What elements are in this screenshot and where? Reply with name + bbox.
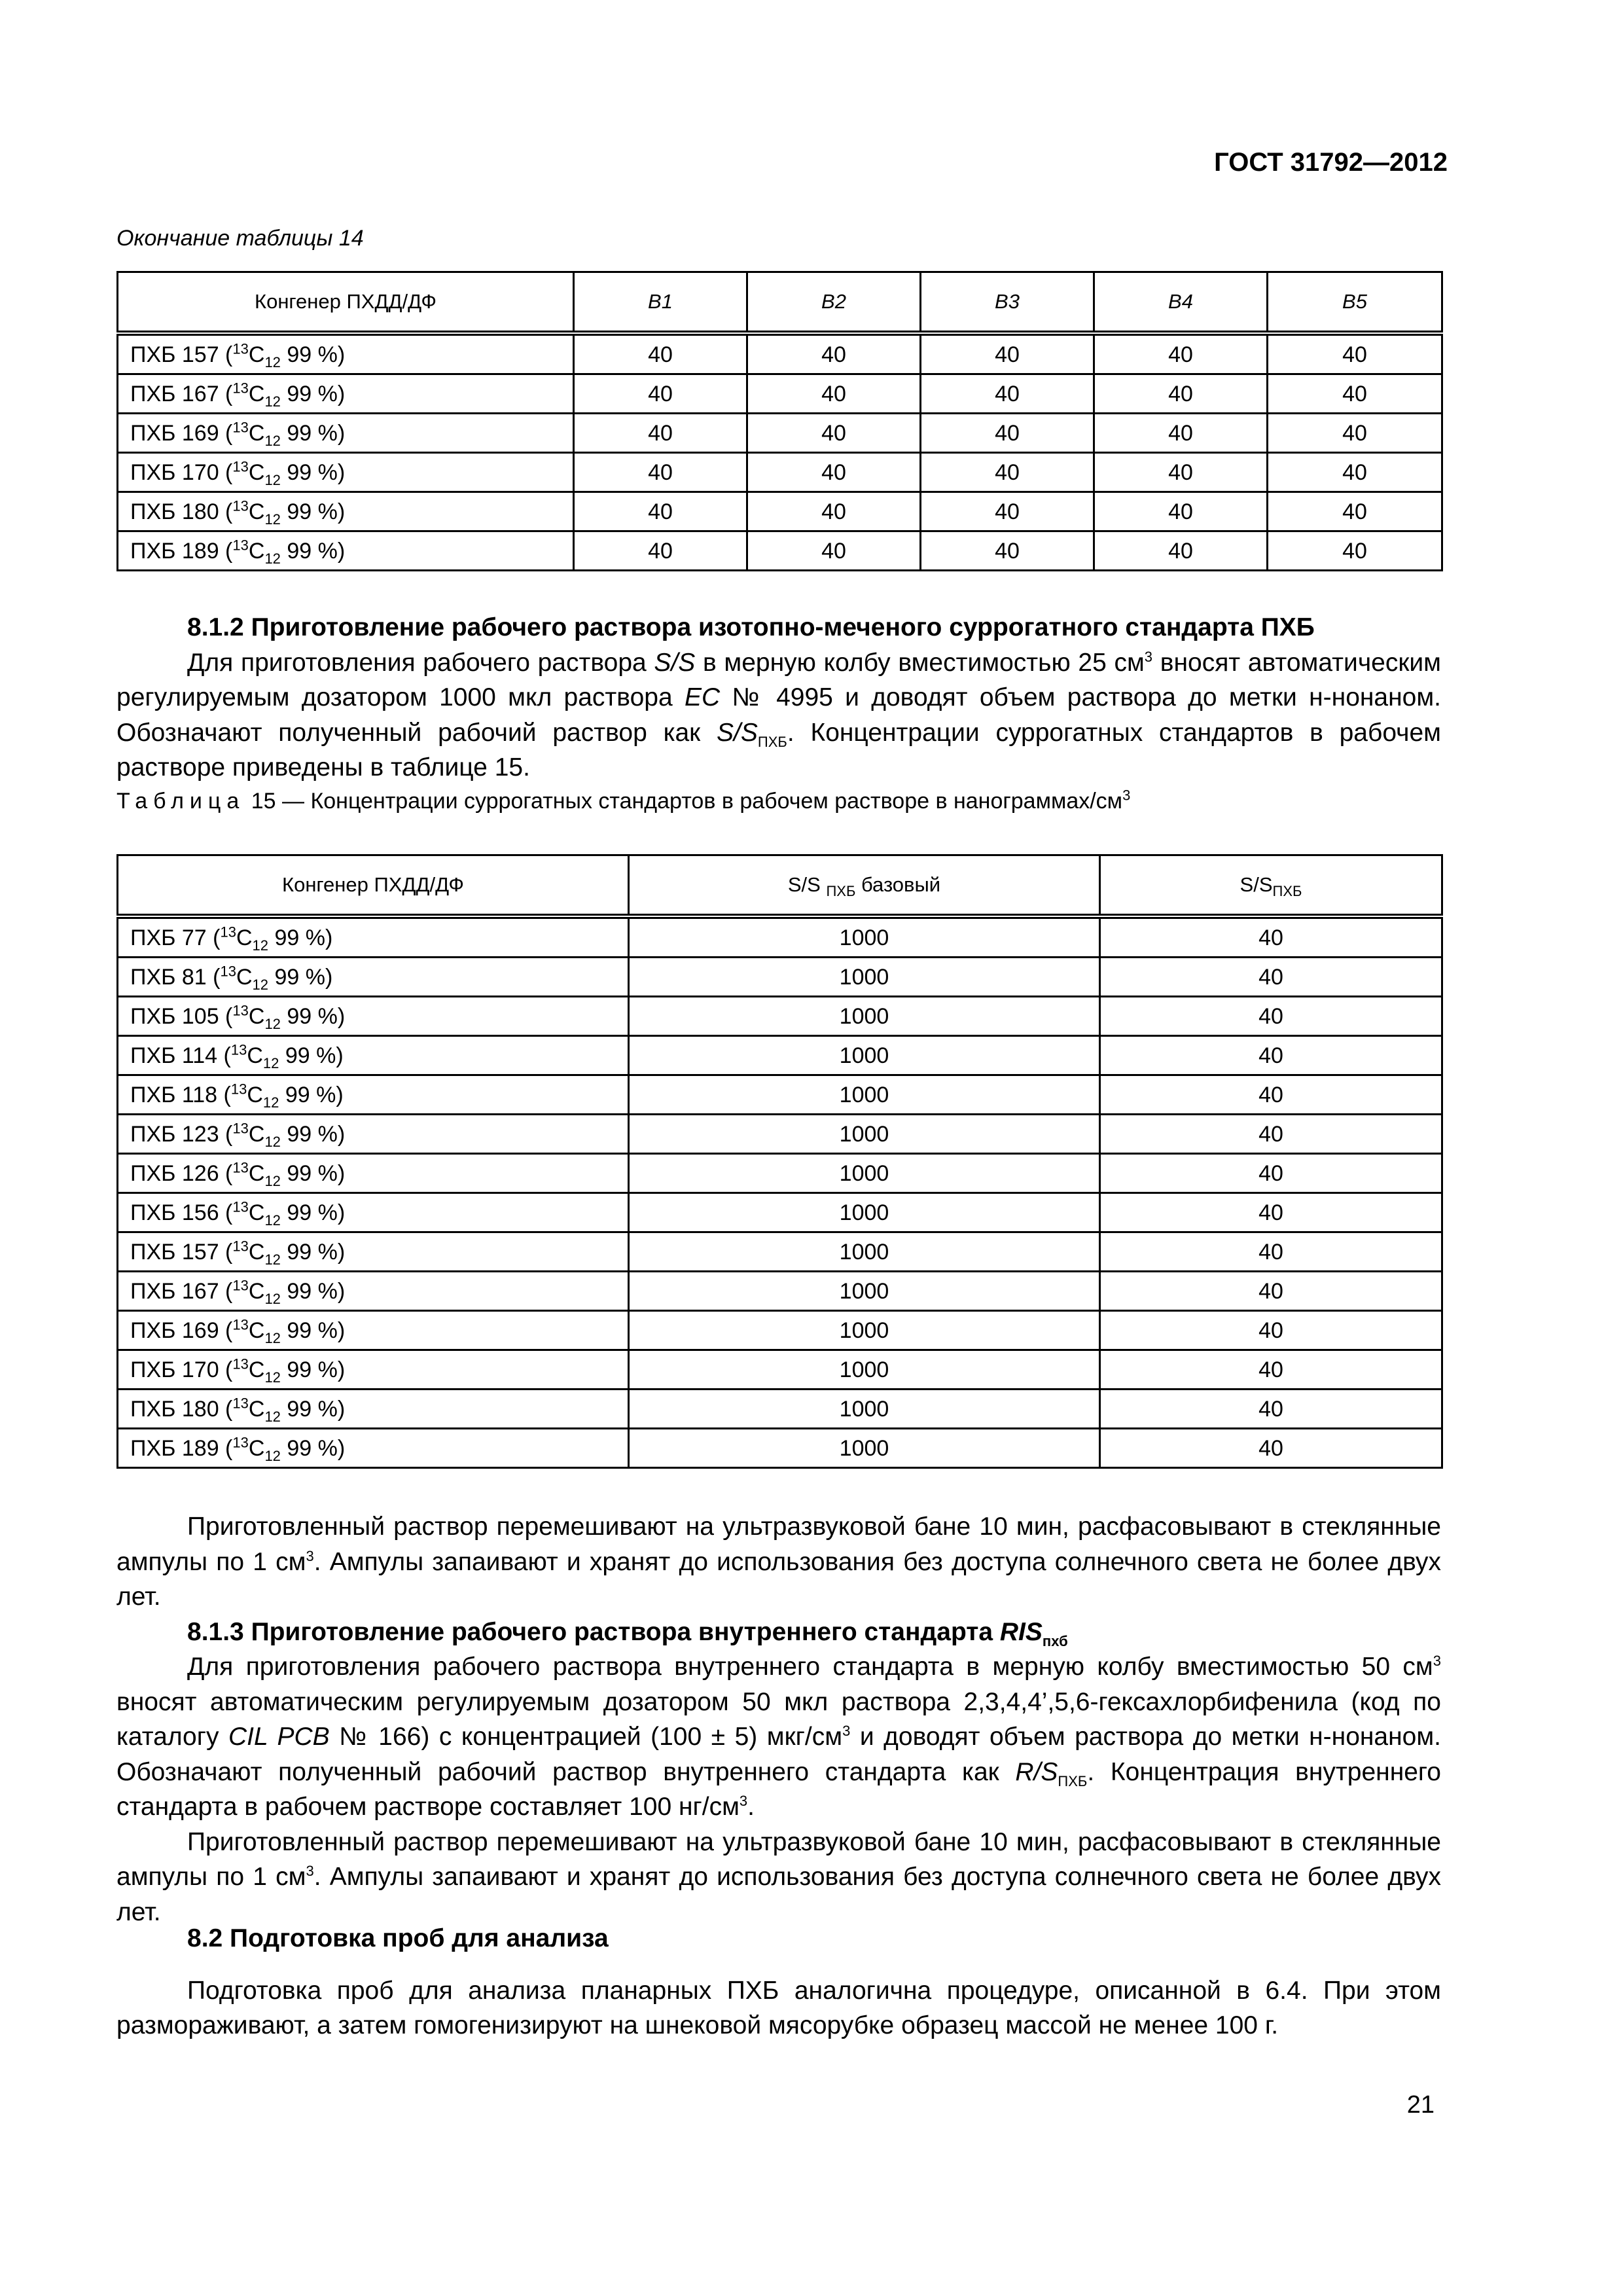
- post-table15-text: [116, 1509, 1441, 1929]
- value-cell: 40: [574, 531, 747, 571]
- table-row: [118, 1311, 1442, 1350]
- congener-cell: ПХБ 118 ($^{13}C_{12}$ 99 %): [118, 1075, 629, 1115]
- table15-col-working: $S/S_{ПХБ}$: [1100, 855, 1442, 917]
- table14-col-b2: B2: [747, 272, 921, 334]
- congener-cell: ПХБ 77 ($^{13}C_{12}$ 99 %): [118, 916, 629, 958]
- table-14: [116, 271, 1443, 571]
- value-cell: 40: [1268, 492, 1442, 531]
- value-cell: 40: [1094, 492, 1268, 531]
- working-value-cell: 40: [1100, 916, 1442, 958]
- working-value-cell: 40: [1100, 1311, 1442, 1350]
- table14-col-b3: B3: [921, 272, 1094, 334]
- table-row: [118, 1075, 1442, 1115]
- value-cell: 40: [747, 453, 921, 492]
- table-row: [118, 1429, 1442, 1468]
- value-cell: 40: [921, 333, 1094, 374]
- table14-col-b1: B1: [574, 272, 747, 334]
- value-cell: 40: [1268, 531, 1442, 571]
- value-cell: 40: [747, 492, 921, 531]
- base-value-cell: 1000: [629, 1311, 1100, 1350]
- congener-cell: ПХБ 170 ($^{13}C_{12}$ 99 %): [118, 1350, 629, 1390]
- value-cell: 40: [574, 414, 747, 453]
- congener-cell: ПХБ 180 ($^{13}C_{12}$ 99 %): [118, 1390, 629, 1429]
- table15-header-row: [118, 855, 1442, 917]
- value-cell: 40: [747, 414, 921, 453]
- section-8-1-3-paragraph-2: Приготовленный раствор перемешивают на ультразвуковой бане 10 мин, расфасовывают в стеклянные ампулы по 1 $см^3$. Ампулы запаивают и хранят до использования без доступа солнечного света не более двух лет.: [116, 1827, 1441, 1926]
- value-cell: 40: [921, 453, 1094, 492]
- section-8-1-2-paragraph: Для приготовления рабочего раствора S/S в мерную колбу вместимостью 25 $см^3$ вносят автоматическим регулируемым дозатором 1000 мкл раствора EC № 4995 и доводят объем раствора до метки н-нонаном. Обозначают полученный рабочий раствор как $S/S_{ПХБ}$. Концентрации суррогатных стандартов в рабочем растворе приведены в таблице 15.: [116, 648, 1442, 781]
- table14-caption: Окончание таблицы 14: [116, 226, 364, 251]
- base-value-cell: 1000: [629, 1350, 1100, 1390]
- table-row: [118, 1272, 1442, 1311]
- section-8-2-heading: 8.2 Подготовка проб для анализа: [187, 1924, 609, 1952]
- base-value-cell: 1000: [629, 958, 1100, 997]
- congener-cell: ПХБ 126 ($^{13}C_{12}$ 99 %): [118, 1154, 629, 1193]
- value-cell: 40: [747, 333, 921, 374]
- section-8-1-2-heading: 8.1.2 Приготовление рабочего раствора изотопно-меченого суррогатного стандарта ПХБ: [187, 613, 1315, 641]
- base-value-cell: 1000: [629, 1115, 1100, 1154]
- base-value-cell: 1000: [629, 1232, 1100, 1272]
- congener-cell: ПХБ 169 ($^{13}C_{12}$ 99 %): [118, 414, 574, 453]
- table14-header-row: [118, 272, 1442, 334]
- working-value-cell: 40: [1100, 1115, 1442, 1154]
- value-cell: 40: [1268, 414, 1442, 453]
- congener-cell: ПХБ 156 ($^{13}C_{12}$ 99 %): [118, 1193, 629, 1232]
- value-cell: 40: [921, 414, 1094, 453]
- table-row: [118, 492, 1442, 531]
- base-value-cell: 1000: [629, 916, 1100, 958]
- value-cell: 40: [747, 531, 921, 571]
- base-value-cell: 1000: [629, 1154, 1100, 1193]
- table-row: [118, 1036, 1442, 1075]
- table-row: [118, 531, 1442, 571]
- table-row: [118, 1350, 1442, 1390]
- value-cell: 40: [574, 453, 747, 492]
- value-cell: 40: [574, 333, 747, 374]
- working-value-cell: 40: [1100, 1193, 1442, 1232]
- table15-caption: Таблица 15 — Концентрации суррогатных стандартов в рабочем растворе в нанограммах/$см^3$: [116, 787, 1131, 814]
- base-value-cell: 1000: [629, 1390, 1100, 1429]
- value-cell: 40: [921, 374, 1094, 414]
- table-row: [118, 1232, 1442, 1272]
- table-row: [118, 414, 1442, 453]
- table-15: [116, 854, 1443, 1469]
- section-8-1-3-paragraph-1: Для приготовления рабочего раствора внутреннего стандарта в мерную колбу вместимостью 50 $см^3$ вносят автоматическим регулируемым дозатором 50 мкл раствора 2,3,4,4’,5,6-гексахлорбифенила (код по каталогу CIL PCB № 166) с концентрацией (100 ± 5) мкг/$см^3$ и доводят объем раствора до метки н-нонаном. Обозначают полученный рабочий раствор внутреннего стандарта как $R/S_{ПХБ}$. Концентрация внутреннего стандарта в рабочем растворе составляет 100 $нг/см^3$.: [116, 1653, 1441, 1821]
- value-cell: 40: [574, 374, 747, 414]
- section-8-2: [116, 1921, 1441, 2043]
- table-row: [118, 997, 1442, 1036]
- table-row: [118, 1154, 1442, 1193]
- base-value-cell: 1000: [629, 1193, 1100, 1232]
- table-row: [118, 1193, 1442, 1232]
- section-8-2-paragraph: Подготовка проб для анализа планарных ПХБ аналогична процедуре, описанной в 6.4. При этом размораживают, а затем гомогенизируют на шнековой мясорубке образец массой не менее 100 г.: [116, 1976, 1441, 2039]
- table-row: [118, 916, 1442, 958]
- table14-col-congener: Конгенер ПХДД/ДФ: [118, 272, 574, 334]
- post-table15-paragraph: Приготовленный раствор перемешивают на ультразвуковой бане 10 мин, расфасовывают в стеклянные ампулы по 1 $см^3$. Ампулы запаивают и хранят до использования без доступа солнечного света не более двух лет.: [116, 1513, 1441, 1611]
- value-cell: 40: [921, 531, 1094, 571]
- congener-cell: ПХБ 167 ($^{13}C_{12}$ 99 %): [118, 374, 574, 414]
- congener-cell: ПХБ 167 ($^{13}C_{12}$ 99 %): [118, 1272, 629, 1311]
- congener-cell: ПХБ 105 ($^{13}C_{12}$ 99 %): [118, 997, 629, 1036]
- value-cell: 40: [1094, 333, 1268, 374]
- table-row: [118, 374, 1442, 414]
- working-value-cell: 40: [1100, 997, 1442, 1036]
- congener-cell: ПХБ 157 ($^{13}C_{12}$ 99 %): [118, 333, 574, 374]
- table-row: [118, 1390, 1442, 1429]
- working-value-cell: 40: [1100, 1390, 1442, 1429]
- value-cell: 40: [1268, 333, 1442, 374]
- base-value-cell: 1000: [629, 1272, 1100, 1311]
- table-row: [118, 1115, 1442, 1154]
- value-cell: 40: [747, 374, 921, 414]
- value-cell: 40: [1094, 453, 1268, 492]
- table-row: [118, 958, 1442, 997]
- congener-cell: ПХБ 170 ($^{13}C_{12}$ 99 %): [118, 453, 574, 492]
- working-value-cell: 40: [1100, 1154, 1442, 1193]
- working-value-cell: 40: [1100, 1036, 1442, 1075]
- value-cell: 40: [921, 492, 1094, 531]
- working-value-cell: 40: [1100, 1272, 1442, 1311]
- base-value-cell: 1000: [629, 1036, 1100, 1075]
- table-row: [118, 453, 1442, 492]
- base-value-cell: 1000: [629, 997, 1100, 1036]
- working-value-cell: 40: [1100, 1232, 1442, 1272]
- value-cell: 40: [1094, 414, 1268, 453]
- value-cell: 40: [1268, 453, 1442, 492]
- table15-col-base: S/S $_{ПХБ}$ базовый: [629, 855, 1100, 917]
- table-row: [118, 333, 1442, 374]
- table14-col-b5: B5: [1268, 272, 1442, 334]
- congener-cell: ПХБ 189 ($^{13}C_{12}$ 99 %): [118, 1429, 629, 1468]
- page-number: 21: [1406, 2091, 1435, 2119]
- base-value-cell: 1000: [629, 1429, 1100, 1468]
- value-cell: 40: [1268, 374, 1442, 414]
- working-value-cell: 40: [1100, 958, 1442, 997]
- congener-cell: ПХБ 157 ($^{13}C_{12}$ 99 %): [118, 1232, 629, 1272]
- value-cell: 40: [574, 492, 747, 531]
- congener-cell: ПХБ 180 ($^{13}C_{12}$ 99 %): [118, 492, 574, 531]
- working-value-cell: 40: [1100, 1350, 1442, 1390]
- congener-cell: ПХБ 81 ($^{13}C_{12}$ 99 %): [118, 958, 629, 997]
- value-cell: 40: [1094, 374, 1268, 414]
- document-id: ГОСТ 31792—2012: [1214, 148, 1448, 177]
- working-value-cell: 40: [1100, 1429, 1442, 1468]
- section-8-1-2: [116, 610, 1441, 785]
- table14-col-b4: B4: [1094, 272, 1268, 334]
- congener-cell: ПХБ 169 ($^{13}C_{12}$ 99 %): [118, 1311, 629, 1350]
- base-value-cell: 1000: [629, 1075, 1100, 1115]
- congener-cell: ПХБ 114 ($^{13}C_{12}$ 99 %): [118, 1036, 629, 1075]
- congener-cell: ПХБ 189 ($^{13}C_{12}$ 99 %): [118, 531, 574, 571]
- table15-col-congener: Конгенер ПХДД/ДФ: [118, 855, 629, 917]
- section-8-1-3-heading: 8.1.3 Приготовление рабочего раствора внутреннего стандарта $RIS_{пхб}$: [187, 1617, 1068, 1649]
- value-cell: 40: [1094, 531, 1268, 571]
- congener-cell: ПХБ 123 ($^{13}C_{12}$ 99 %): [118, 1115, 629, 1154]
- working-value-cell: 40: [1100, 1075, 1442, 1115]
